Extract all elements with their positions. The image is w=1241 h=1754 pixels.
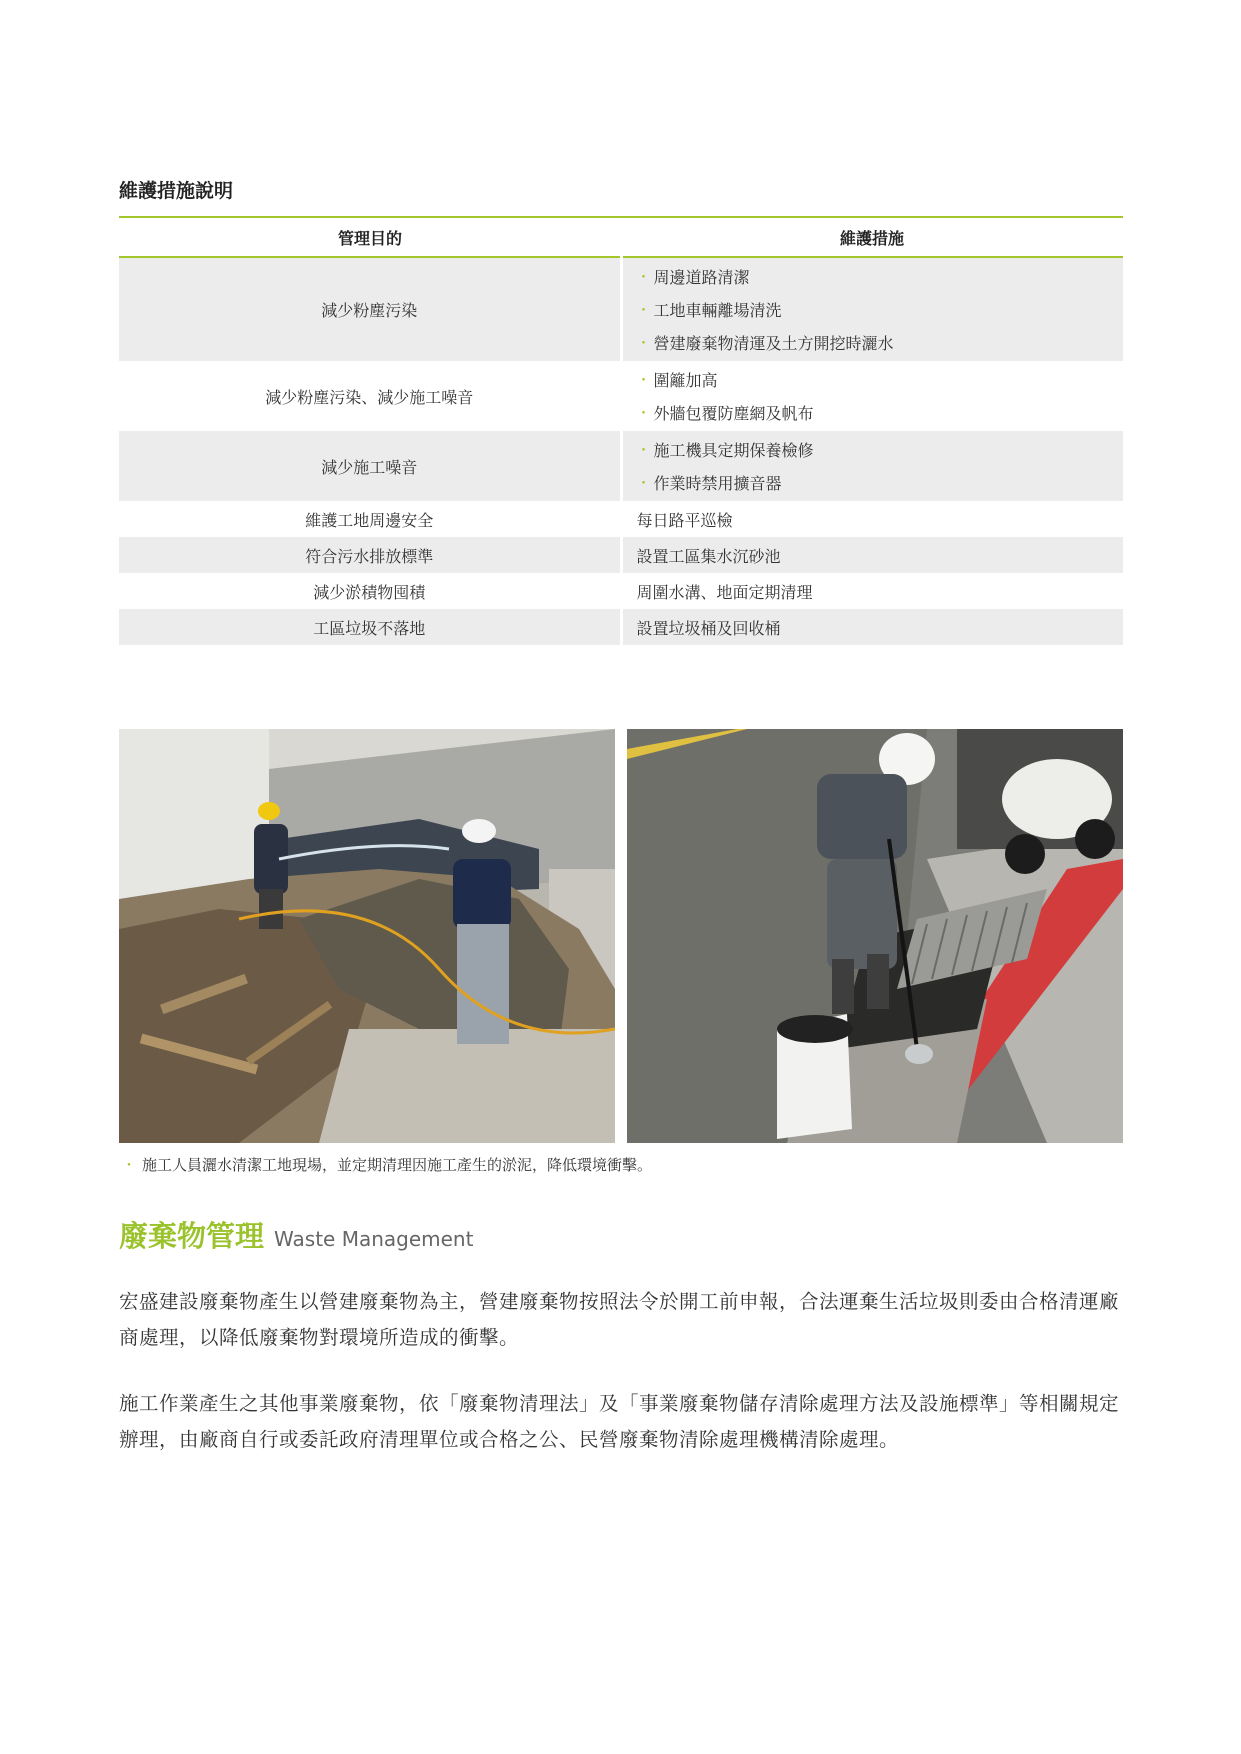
measures-cell [621,361,1123,431]
measure-text: 周邊道路清潔 [653,268,750,287]
waste-paragraph-2: 施工作業產生之其他事業廢棄物，依「廢棄物清理法」及「事業廢棄物儲存清除處理方法及設施標準」等相關規定辦理，由廠商自行或委託政府清理單位或合格之公、民營廢棄物清除處理機構清除處理。 [119,1392,1120,1451]
measure-item [637,293,1124,326]
caption-text: 施工人員灑水清潔工地現場，並定期清理因施工產生的淤泥，降低環境衝擊。 [142,1156,653,1174]
photo-site-watering [119,729,615,1143]
section-heading: 維護措施說明 [119,180,234,202]
measure-text: 設置垃圾桶及回收桶 [636,618,781,638]
photo-caption [122,1154,652,1175]
measure-text: 營建廢棄物清運及土方開挖時灑水 [653,334,894,353]
measure-text: 施工機具定期保養檢修 [653,441,814,460]
measure-item [637,326,1124,359]
bullet-icon: ・ [636,269,651,286]
measure-text: 圍籬加高 [653,371,718,390]
table-header-row [119,217,1123,257]
goal-cell: 符合污水排放標準 [119,537,621,573]
table-row [119,609,1123,645]
bullet-icon: ・ [636,442,651,459]
goal-cell: 維護工地周邊安全 [119,501,621,537]
goal-cell: 工區垃圾不落地 [119,609,621,645]
waste-title-zh: 廢棄物管理 [119,1219,265,1253]
goal-cell: 減少粉塵污染、減少施工噪音 [119,361,621,431]
photo-drain-cleaning [627,729,1123,1143]
bullet-icon: ・ [636,372,651,389]
measure-item [637,433,1124,466]
bullet-icon: ・ [636,405,651,422]
measures-cell [621,501,1123,537]
bullet-icon: ・ [636,335,651,352]
measure-item [637,573,1124,609]
measure-item [637,466,1124,499]
measure-text: 作業時禁用擴音器 [653,474,782,493]
measure-item [637,609,1124,645]
waste-management-title [119,1214,473,1255]
goal-cell: 減少施工噪音 [119,431,621,501]
table-row [119,431,1123,501]
measures-cell [621,537,1123,573]
goal-cell: 減少淤積物囤積 [119,573,621,609]
measure-item [637,363,1124,396]
measures-cell [621,609,1123,645]
goal-cell: 減少粉塵污染 [119,257,621,361]
measures-cell [621,573,1123,609]
measures-cell [621,257,1123,361]
caption-bullet-icon: ・ [122,1157,136,1174]
measures-cell [621,431,1123,501]
table-row [119,501,1123,537]
measure-item [637,396,1124,429]
maintenance-table [119,216,1123,645]
measure-text: 工地車輛離場清洗 [653,301,782,320]
measure-item [637,501,1124,537]
waste-paragraph-1: 宏盛建設廢棄物產生以營建廢棄物為主，營建廢棄物按照法令於開工前申報，合法運棄生活垃圾則委由合格清運廠商處理，以降低廢棄物對環境所造成的衝擊。 [119,1290,1120,1349]
table-row [119,257,1123,361]
table-row [119,361,1123,431]
measure-text: 周圍水溝、地面定期清理 [636,582,813,602]
header-goal: 管理目的 [337,228,402,248]
bullet-icon: ・ [636,475,651,492]
table-row [119,537,1123,573]
header-measures: 維護措施 [839,228,904,248]
measure-item [637,537,1124,573]
bullet-icon: ・ [636,302,651,319]
table-row [119,573,1123,609]
table-body [119,257,1123,645]
measure-text: 每日路平巡檢 [636,510,733,530]
measure-text: 外牆包覆防塵網及帆布 [653,404,814,423]
measure-text: 設置工區集水沉砂池 [636,546,781,566]
waste-title-en: Waste Management [274,1227,474,1251]
measure-item [637,260,1124,293]
